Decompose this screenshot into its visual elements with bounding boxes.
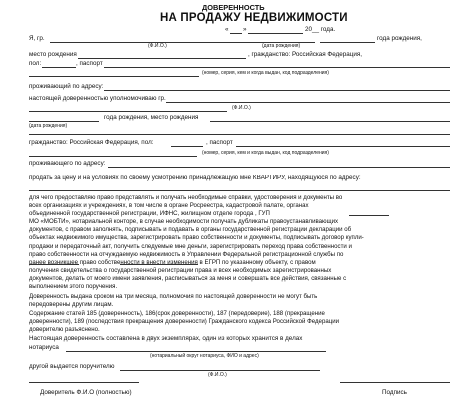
powers-line: ранее возникшее право собственности в внести изменения в ЕГРП по указанному объекту, с правом: [29, 258, 316, 266]
signature-label: Подпись: [382, 389, 407, 396]
region-field[interactable]: [29, 264, 79, 265]
principal-passport-label: , паспорт: [76, 60, 103, 67]
doc-title: НА ПРОДАЖУ НЕДВИЖИМОСТИ: [160, 12, 348, 24]
agent-birthplace-field[interactable]: [210, 121, 450, 122]
agent-passport-field[interactable]: [236, 146, 450, 147]
powers-line: право собственности на отчуждаемую недвижимость в Управлении Федеральной регистрационной службы по: [29, 250, 344, 258]
principal-prefix: Я, гр.: [29, 35, 45, 42]
principal-dob-hint: (дата рождения): [262, 43, 301, 49]
powers-line: получения свидетельства о государственной регистрации права и всех необходимых зарегистрированных: [29, 266, 332, 274]
validity-paragraph: [29, 293, 450, 309]
city-field[interactable]: [349, 215, 389, 216]
principal-sex-field[interactable]: [42, 67, 76, 68]
agent-birth-text: года рождения, место рождения: [104, 114, 199, 121]
date-day-field[interactable]: [230, 33, 242, 34]
principal-birthplace-field[interactable]: [78, 58, 246, 59]
powers-line: МО «МОБТИ», нотариальной конторе, в случае необходимости получать дубликаты правоустанавливающих: [29, 218, 339, 226]
agent-fio-field[interactable]: [166, 102, 450, 103]
agent-citizenship: гражданство: Российская Федерация, пол:: [29, 139, 154, 146]
powers-paragraph: [29, 194, 450, 291]
agent-sex-field[interactable]: [171, 146, 203, 147]
agent-fio-field-2[interactable]: [29, 111, 227, 112]
articles-line: Содержание статей 185 (доверенность), 186(срок доверенности), 187 (передоверие), 188 (прекращение: [29, 310, 325, 317]
agent-residence-label: проживающего по адресу:: [29, 160, 106, 167]
articles-line: доверенности), 189 (последствия прекращения доверенности) Гражданского кодекса Российской Федерации: [29, 318, 340, 326]
day-open-quote: «: [225, 26, 229, 33]
day-close-quote: »: [243, 26, 247, 33]
powers-line: выполнением этого поручения.: [29, 283, 118, 291]
principal-dob-field[interactable]: [320, 42, 375, 43]
agent-passport-label: , паспорт: [206, 139, 233, 146]
principal-fio-hint: (Ф.И.О.): [148, 43, 167, 49]
registry-field[interactable]: [120, 264, 198, 265]
powers-line: документов, делать от моего имени заявления, расписываться за меня и совершать все действия, связанные с: [29, 274, 347, 282]
signature-line[interactable]: [340, 382, 450, 383]
sell-clause: продать за цену и на условиях по своему усмотрению принадлежащую мне КВАРТИРУ, находящуюся по адресу:: [29, 175, 361, 181]
principal-citizenship: , гражданство: Российская Федерация,: [248, 51, 363, 58]
powers-line: объектах недвижимого имущества, зарегистрировать право собственности и документы, подписывать договор купли-: [29, 234, 364, 242]
trustee-fio-hint: (Ф.И.О.): [208, 372, 227, 378]
agent-residence-field[interactable]: [108, 167, 450, 168]
powers-line: продажи и передаточный акт, получить следуемые мне деньги, зарегистрировать переход права собственности и: [29, 242, 352, 250]
trustee-field[interactable]: [120, 370, 320, 371]
agent-passport-field-2[interactable]: [29, 156, 197, 157]
principal-passport-field-2[interactable]: [29, 76, 199, 77]
agent-birthplace-field-2[interactable]: [29, 134, 450, 135]
validity-line: передоверены другим лицам.: [29, 301, 114, 309]
agent-passport-hint: (номер, серия, кем и когда выдан, код подразделения): [202, 150, 329, 156]
agent-fio-hint: (Ф.И.О.): [232, 105, 251, 111]
principal-residence-label: проживающий по адресу:: [29, 83, 104, 90]
notary-field[interactable]: [66, 351, 326, 352]
agent-dob-hint: (дата рождения): [29, 123, 68, 129]
other-copy-text: другой выдается поручителю: [29, 363, 115, 370]
principal-sex-label: пол:: [29, 60, 42, 67]
articles-line: доверителю разъяснено.: [29, 326, 100, 334]
principal-passport-hint: (номер, серия, кем и когда выдан, код подразделения): [202, 70, 329, 76]
powers-line: объединенной государственной регистрации, ИФНС, жилищном отделе города , ГУП: [29, 210, 270, 218]
notary-hint: (нотариальный округ нотариуса, ФИО и адрес): [150, 353, 259, 359]
powers-line: для чего предоставляю право представлять и получать необходимые справки, удостоверения и документы во: [29, 194, 343, 201]
principal-birth-suffix: года рождения,: [377, 35, 422, 42]
articles-paragraph: [29, 310, 450, 334]
agent-authorize-text: настоящей доверенностью уполномочиваю гр.: [29, 95, 166, 102]
powers-line: документов, с правом заполнять, подписывать и подавать в органы государственной регистрации декларации об: [29, 226, 352, 234]
principal-name-line[interactable]: [29, 382, 139, 383]
agent-dob-field[interactable]: [29, 121, 99, 122]
copies-line1: Настоящая доверенность составлена в двух экземплярах, один из которых хранится в делах: [29, 335, 303, 342]
date-year: 20__ года.: [305, 26, 336, 33]
principal-birthplace-label: место рождения: [29, 51, 77, 58]
principal-passport-field[interactable]: [104, 67, 450, 68]
date-month-field[interactable]: [248, 33, 303, 34]
doc-title-small: ДОВЕРЕННОСТЬ: [202, 3, 265, 12]
validity-line: Доверенность выдана сроком на три месяца, полномочия по настоящей доверенности не могут быть: [29, 293, 318, 300]
property-address-field[interactable]: [29, 190, 450, 191]
copies-line2: нотариуса: [29, 344, 59, 351]
principal-residence-field[interactable]: [104, 90, 450, 91]
powers-line: всех организациях и учреждениях, в том числе в органе Росреестра, кадастровой палате, органах: [29, 202, 309, 210]
principal-name-label: Доверитель Ф.И.О (полностью): [40, 389, 132, 396]
